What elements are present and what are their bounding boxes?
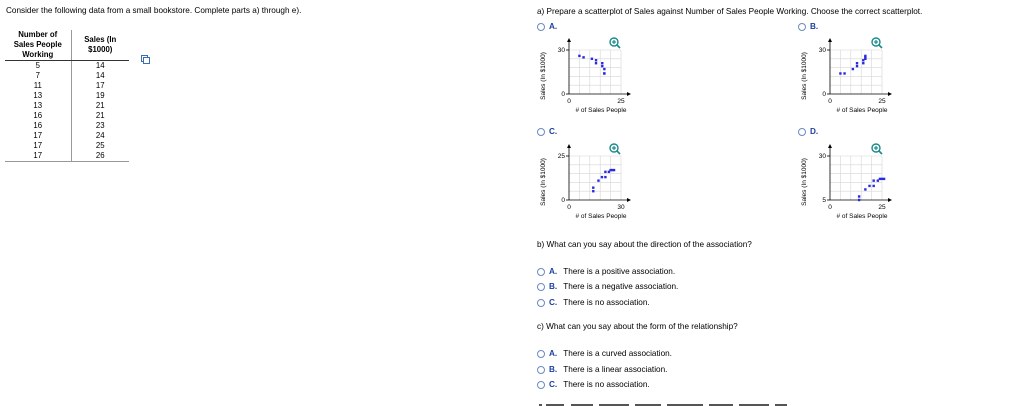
- data-table: [5, 30, 129, 162]
- y-tick-label-bottom: 5: [822, 197, 826, 204]
- data-point: [856, 62, 858, 64]
- zoom-in-icon[interactable]: [609, 143, 621, 155]
- radio-button[interactable]: [537, 128, 545, 136]
- option-letter: C.: [549, 380, 558, 389]
- table-cell-sales-people: 5: [5, 61, 71, 72]
- radio-button[interactable]: [537, 366, 545, 374]
- part-a-prompt: a) Prepare a scatterplot of Sales against Number of Sales People Working. Choose the correct scatterplot.: [537, 7, 923, 16]
- next-question-clipped: [537, 400, 797, 406]
- data-point: [862, 62, 864, 64]
- y-tick-label-bottom: 0: [822, 91, 826, 98]
- table-cell-sales-people: 13: [5, 101, 71, 111]
- radio-button[interactable]: [537, 268, 545, 276]
- part-b-prompt: b) What can you say about the direction of the association?: [537, 240, 752, 249]
- x-axis-label: # of Sales People: [836, 107, 888, 114]
- y-axis-arrow: [567, 144, 571, 148]
- table-cell-sales: 19: [95, 91, 105, 100]
- zoom-in-icon[interactable]: [871, 37, 883, 49]
- table-row: [5, 151, 129, 162]
- table-row: [5, 71, 129, 81]
- table-cell-sales-people: 16: [5, 121, 71, 131]
- y-axis-arrow: [828, 144, 832, 148]
- option-letter: B.: [810, 22, 819, 31]
- x-tick-label-start: 0: [828, 98, 832, 105]
- y-tick-label-top: 25: [557, 153, 565, 160]
- data-point: [595, 59, 597, 61]
- table-cell-sales: 17: [95, 81, 105, 90]
- part-c-prompt: c) What can you say about the form of the relationship?: [537, 322, 738, 331]
- x-axis-arrow: [888, 92, 892, 96]
- data-point: [872, 185, 874, 187]
- table-cell-sales: 26: [71, 151, 129, 162]
- table-cell-sales-people: 17: [5, 151, 71, 162]
- option-letter: A.: [549, 22, 558, 31]
- table-cell-sales-people: 17: [5, 131, 71, 141]
- data-point: [604, 171, 606, 173]
- y-axis-label: Sales (In $1000): [540, 158, 547, 206]
- data-point: [872, 179, 874, 181]
- x-tick-label-start: 0: [828, 204, 832, 211]
- option-b[interactable]: [798, 22, 818, 31]
- data-point: [879, 178, 881, 180]
- x-tick-label-end: 25: [617, 98, 625, 105]
- option-d[interactable]: [798, 127, 818, 136]
- table-cell-sales-people: 17: [5, 141, 71, 151]
- radio-button[interactable]: [537, 350, 545, 358]
- y-axis-arrow: [828, 38, 832, 42]
- data-point: [613, 169, 615, 171]
- x-tick-label-start: 0: [567, 98, 571, 105]
- data-point: [858, 199, 860, 201]
- option-letter: A.: [549, 267, 558, 276]
- option-text: There is a positive association.: [563, 267, 676, 276]
- table-cell-sales-people: 13: [5, 91, 71, 101]
- table-cell-sales: 25: [95, 141, 105, 150]
- table-cell-sales-people: 7: [5, 71, 71, 81]
- radio-button[interactable]: [537, 283, 545, 291]
- x-tick-label-start: 0: [567, 204, 571, 211]
- option-text: There is a linear association.: [563, 365, 668, 374]
- part-b-option-a[interactable]: [537, 267, 675, 276]
- table-cell-sales: 14: [95, 71, 105, 80]
- data-point: [877, 179, 879, 181]
- option-letter: D.: [810, 127, 819, 136]
- y-axis-label: Sales (In $1000): [540, 52, 547, 100]
- y-tick-label-top: 30: [557, 47, 565, 54]
- table-row: [5, 101, 129, 111]
- data-point: [601, 176, 603, 178]
- problem-intro: Consider the following data from a small bookstore. Complete parts a) through e).: [6, 6, 302, 15]
- y-tick-label-top: 30: [818, 153, 826, 160]
- radio-button[interactable]: [798, 128, 806, 136]
- data-point: [862, 59, 864, 61]
- y-axis-label: Sales (In $1000): [801, 158, 808, 206]
- table-header-sales: Sales (In $1000): [71, 30, 129, 61]
- option-letter: B.: [549, 365, 558, 374]
- part-c-option-b[interactable]: [537, 365, 667, 374]
- option-text: There is no association.: [563, 298, 650, 307]
- x-axis-arrow: [627, 92, 631, 96]
- table-row: [5, 111, 129, 121]
- option-c[interactable]: [537, 127, 557, 136]
- table-row: [5, 121, 129, 131]
- data-point: [601, 62, 603, 64]
- radio-button[interactable]: [537, 381, 545, 389]
- table-row: [5, 61, 129, 72]
- table-row: [5, 141, 129, 151]
- y-axis-arrow: [567, 38, 571, 42]
- data-point: [864, 188, 866, 190]
- y-tick-label-bottom: 0: [561, 91, 565, 98]
- table-row: [5, 91, 129, 101]
- x-tick-label-end: 25: [878, 98, 886, 105]
- table-cell-sales: 21: [95, 101, 105, 110]
- data-point: [597, 179, 599, 181]
- zoom-in-icon[interactable]: [609, 37, 621, 49]
- data-point: [852, 68, 854, 70]
- part-c-option-c[interactable]: [537, 380, 650, 389]
- data-point: [864, 55, 866, 57]
- x-axis-label: # of Sales People: [575, 213, 627, 220]
- x-axis-arrow: [627, 198, 631, 202]
- y-tick-label-top: 30: [818, 47, 826, 54]
- x-axis-label: # of Sales People: [836, 213, 888, 220]
- x-tick-label-end: 25: [878, 204, 886, 211]
- data-point: [604, 176, 606, 178]
- data-point: [592, 190, 594, 192]
- table-header-sales-people: Number of Sales People Working: [5, 30, 71, 61]
- option-text: There is a curved association.: [563, 349, 672, 358]
- data-point: [601, 65, 603, 67]
- x-axis-label: # of Sales People: [575, 107, 627, 114]
- copy-icon[interactable]: [141, 55, 150, 64]
- option-letter: A.: [549, 349, 558, 358]
- table-cell-sales-people: 16: [5, 111, 71, 121]
- option-a[interactable]: [537, 22, 557, 31]
- zoom-in-icon[interactable]: [871, 143, 883, 155]
- table-cell-sales: 21: [95, 111, 105, 120]
- radio-button[interactable]: [798, 23, 806, 31]
- y-axis-label: Sales (In $1000): [801, 52, 808, 100]
- y-tick-label-bottom: 0: [561, 197, 565, 204]
- data-point: [603, 68, 605, 70]
- x-axis-arrow: [888, 198, 892, 202]
- radio-button[interactable]: [537, 299, 545, 307]
- table-row: [5, 81, 129, 91]
- data-point: [839, 72, 841, 74]
- part-c-option-a[interactable]: [537, 349, 672, 358]
- data-point: [591, 58, 593, 60]
- data-point: [856, 65, 858, 67]
- part-b-option-b[interactable]: [537, 282, 678, 291]
- radio-button[interactable]: [537, 23, 545, 31]
- data-point: [582, 56, 584, 58]
- table-cell-sales: 24: [95, 131, 105, 140]
- table-cell-sales-people: 11: [5, 81, 71, 91]
- table-cell-sales: 14: [95, 61, 105, 70]
- option-letter: B.: [549, 282, 558, 291]
- data-point: [858, 195, 860, 197]
- data-point: [578, 55, 580, 57]
- data-point: [881, 178, 883, 180]
- part-b-option-c[interactable]: [537, 298, 650, 307]
- option-text: There is a negative association.: [563, 282, 679, 291]
- table-cell-sales: 23: [95, 121, 105, 130]
- table-row: [5, 131, 129, 141]
- data-point: [883, 178, 885, 180]
- option-letter: C.: [549, 127, 558, 136]
- x-tick-label-end: 30: [617, 204, 625, 211]
- option-text: There is no association.: [563, 380, 650, 389]
- data-point: [595, 62, 597, 64]
- option-letter: C.: [549, 298, 558, 307]
- data-point: [592, 186, 594, 188]
- data-point: [843, 72, 845, 74]
- data-point: [868, 185, 870, 187]
- data-point: [603, 72, 605, 74]
